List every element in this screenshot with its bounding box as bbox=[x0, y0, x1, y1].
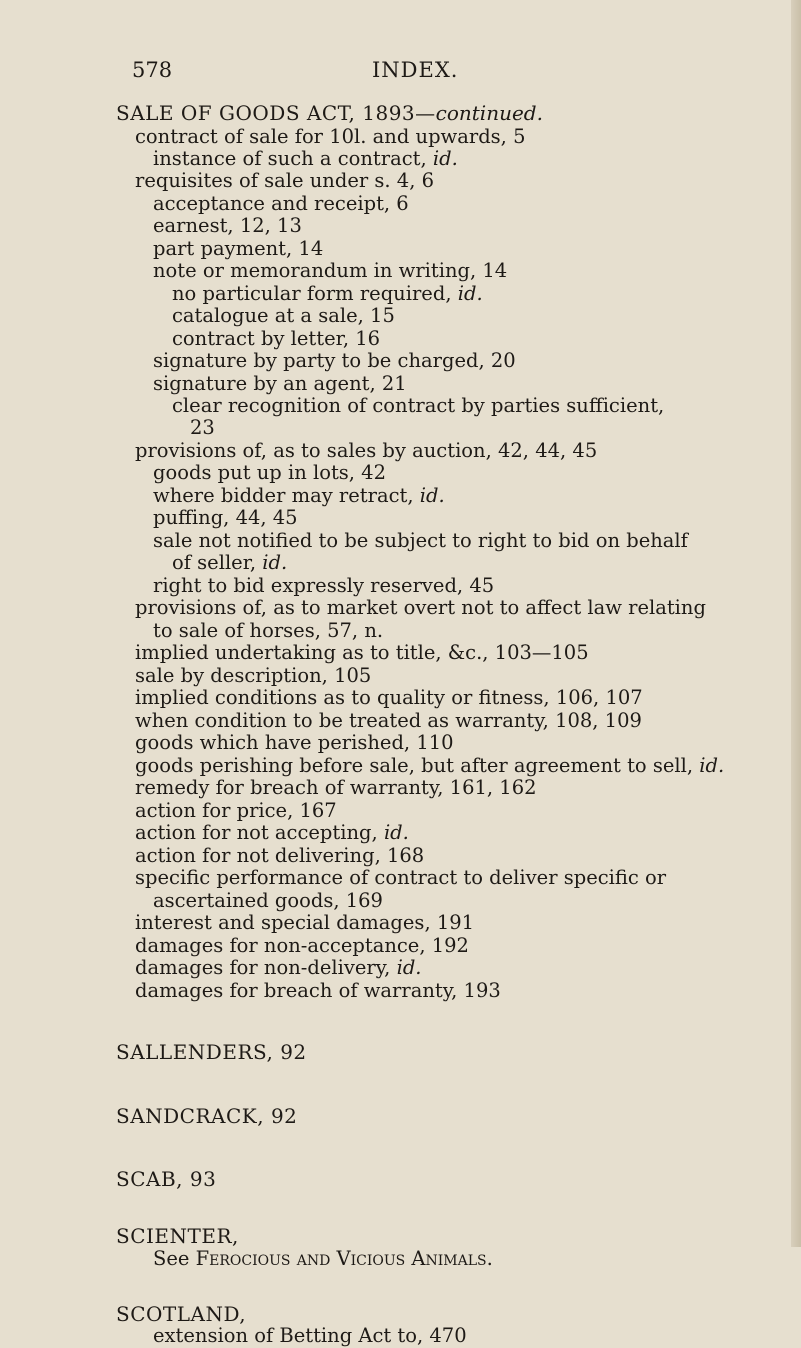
entry-text: acceptance and receipt, 6 bbox=[153, 192, 409, 215]
index-heading bbox=[116, 101, 543, 125]
index-subentry bbox=[153, 461, 386, 485]
entry-text: provisions of, as to sales by auction, 42, 44, 45 bbox=[135, 439, 598, 462]
entry-text: damages for non-delivery, bbox=[135, 956, 397, 979]
index-subentry bbox=[135, 776, 537, 800]
index-subentry bbox=[135, 844, 424, 868]
entry-text: sale by description, 105 bbox=[135, 664, 372, 687]
entry-text: part payment, 14 bbox=[153, 237, 324, 260]
entry-text: extension of Betting Act to, 470 bbox=[153, 1324, 467, 1347]
index-subentry bbox=[172, 394, 664, 418]
entry-text: where bidder may retract, bbox=[153, 484, 420, 507]
entry-text: action for price, 167 bbox=[135, 799, 337, 822]
entry-text: puffing, 44, 45 bbox=[153, 506, 298, 529]
index-subentry bbox=[135, 821, 409, 845]
index-subentry bbox=[135, 596, 706, 620]
entry-text: SCAB, 93 bbox=[116, 1167, 217, 1191]
entry-text: action for not delivering, 168 bbox=[135, 844, 425, 867]
index-subentry bbox=[135, 439, 597, 463]
index-subentry bbox=[135, 125, 526, 149]
index-subentry bbox=[135, 641, 589, 665]
ibid-reference: id. bbox=[383, 821, 409, 844]
index-subentry bbox=[153, 506, 298, 530]
index-subentry bbox=[153, 259, 507, 283]
index-subentry bbox=[135, 664, 371, 688]
entry-text: earnest, 12, 13 bbox=[153, 214, 302, 237]
entry-text: clear recognition of contract by parties sufficient, bbox=[172, 394, 665, 417]
index-subentry bbox=[135, 731, 454, 755]
index-heading bbox=[116, 1104, 297, 1128]
entry-text: SCIENTER, bbox=[116, 1224, 239, 1248]
index-subentry bbox=[153, 574, 494, 598]
index-subentry bbox=[135, 866, 666, 890]
continued-label: continued. bbox=[435, 101, 543, 125]
entry-text: damages for non-acceptance, 192 bbox=[135, 934, 469, 957]
page-edge bbox=[791, 0, 801, 1247]
index-subentry bbox=[135, 686, 643, 710]
entry-text: requisites of sale under s. 4, 6 bbox=[135, 169, 435, 192]
entry-text: signature by an agent, 21 bbox=[153, 372, 407, 395]
index-subentry bbox=[135, 799, 337, 823]
index-subentry bbox=[135, 169, 434, 193]
entry-text: instance of such a contract, bbox=[153, 147, 433, 170]
index-heading bbox=[116, 1040, 307, 1064]
ibid-reference: id. bbox=[699, 754, 725, 777]
index-subentry bbox=[153, 619, 383, 643]
entry-text: 23 bbox=[190, 416, 215, 439]
index-subentry bbox=[172, 551, 287, 575]
index-subentry bbox=[135, 754, 724, 778]
index-subentry bbox=[153, 484, 445, 508]
entry-text: when condition to be treated as warranty, 108, 109 bbox=[135, 709, 642, 732]
index-subentry bbox=[153, 1324, 467, 1348]
index-subentry bbox=[135, 709, 642, 733]
entry-text: to sale of horses, 57, n. bbox=[153, 619, 384, 642]
ibid-reference: id. bbox=[457, 282, 483, 305]
index-heading bbox=[116, 1302, 246, 1326]
index-subentry bbox=[135, 934, 469, 958]
entry-text: goods which have perished, 110 bbox=[135, 731, 454, 754]
index-subentry bbox=[172, 282, 483, 306]
page-number: 578 bbox=[132, 58, 173, 82]
index-subentry bbox=[153, 237, 323, 261]
entry-text: SALLENDERS, 92 bbox=[116, 1040, 307, 1064]
index-subentry bbox=[135, 911, 474, 935]
index-subentry bbox=[135, 979, 501, 1003]
entry-text: of seller, bbox=[172, 551, 263, 574]
index-subentry bbox=[153, 889, 383, 913]
entry-text: goods put up in lots, 42 bbox=[153, 461, 386, 484]
entry-text: specific performance of contract to deliver specific or bbox=[135, 866, 667, 889]
cross-reference: Ferocious and Vicious Animals. bbox=[195, 1247, 493, 1270]
running-title: INDEX. bbox=[372, 58, 459, 82]
entry-text: implied conditions as to quality or fitness, 106, 107 bbox=[135, 686, 643, 709]
page-header bbox=[0, 58, 801, 82]
entry-text: damages for breach of warranty, 193 bbox=[135, 979, 501, 1002]
index-subentry bbox=[153, 147, 458, 171]
index-subentry bbox=[190, 416, 215, 440]
ibid-reference: id. bbox=[396, 956, 422, 979]
index-subentry bbox=[172, 304, 395, 328]
ibid-reference: id. bbox=[419, 484, 445, 507]
ibid-reference: id. bbox=[432, 147, 458, 170]
index-subentry bbox=[153, 349, 516, 373]
entry-text: goods perishing before sale, but after agreement to sell, bbox=[135, 754, 700, 777]
index-subentry bbox=[172, 327, 380, 351]
entry-text: SCOTLAND, bbox=[116, 1302, 247, 1326]
index-subentry bbox=[153, 214, 302, 238]
index-subentry bbox=[135, 956, 422, 980]
index-subentry bbox=[153, 1247, 493, 1271]
index-heading bbox=[116, 1224, 239, 1248]
index-subentry bbox=[153, 372, 407, 396]
entry-text: sale not notified to be subject to right to bid on behalf bbox=[153, 529, 688, 552]
entry-text: action for not accepting, bbox=[135, 821, 384, 844]
ibid-reference: id. bbox=[262, 551, 288, 574]
entry-text: implied undertaking as to title, &c., 103—105 bbox=[135, 641, 589, 664]
entry-text: SALE OF GOODS ACT, 1893— bbox=[116, 101, 436, 125]
index-subentry bbox=[153, 192, 409, 216]
entry-text: remedy for breach of warranty, 161, 162 bbox=[135, 776, 537, 799]
entry-text: catalogue at a sale, 15 bbox=[172, 304, 395, 327]
index-subentry bbox=[153, 529, 688, 553]
entry-text: no particular form required, bbox=[172, 282, 458, 305]
entry-text: SANDCRACK, 92 bbox=[116, 1104, 298, 1128]
entry-text: ascertained goods, 169 bbox=[153, 889, 383, 912]
entry-text: right to bid expressly reserved, 45 bbox=[153, 574, 495, 597]
entry-text: contract of sale for 10l. and upwards, 5 bbox=[135, 125, 526, 148]
entry-text: note or memorandum in writing, 14 bbox=[153, 259, 508, 282]
entry-text: interest and special damages, 191 bbox=[135, 911, 475, 934]
index-heading bbox=[116, 1167, 216, 1191]
entry-text: provisions of, as to market overt not to affect law relating bbox=[135, 596, 706, 619]
entry-text: signature by party to be charged, 20 bbox=[153, 349, 516, 372]
entry-text: contract by letter, 16 bbox=[172, 327, 381, 350]
entry-text: See bbox=[153, 1247, 196, 1270]
